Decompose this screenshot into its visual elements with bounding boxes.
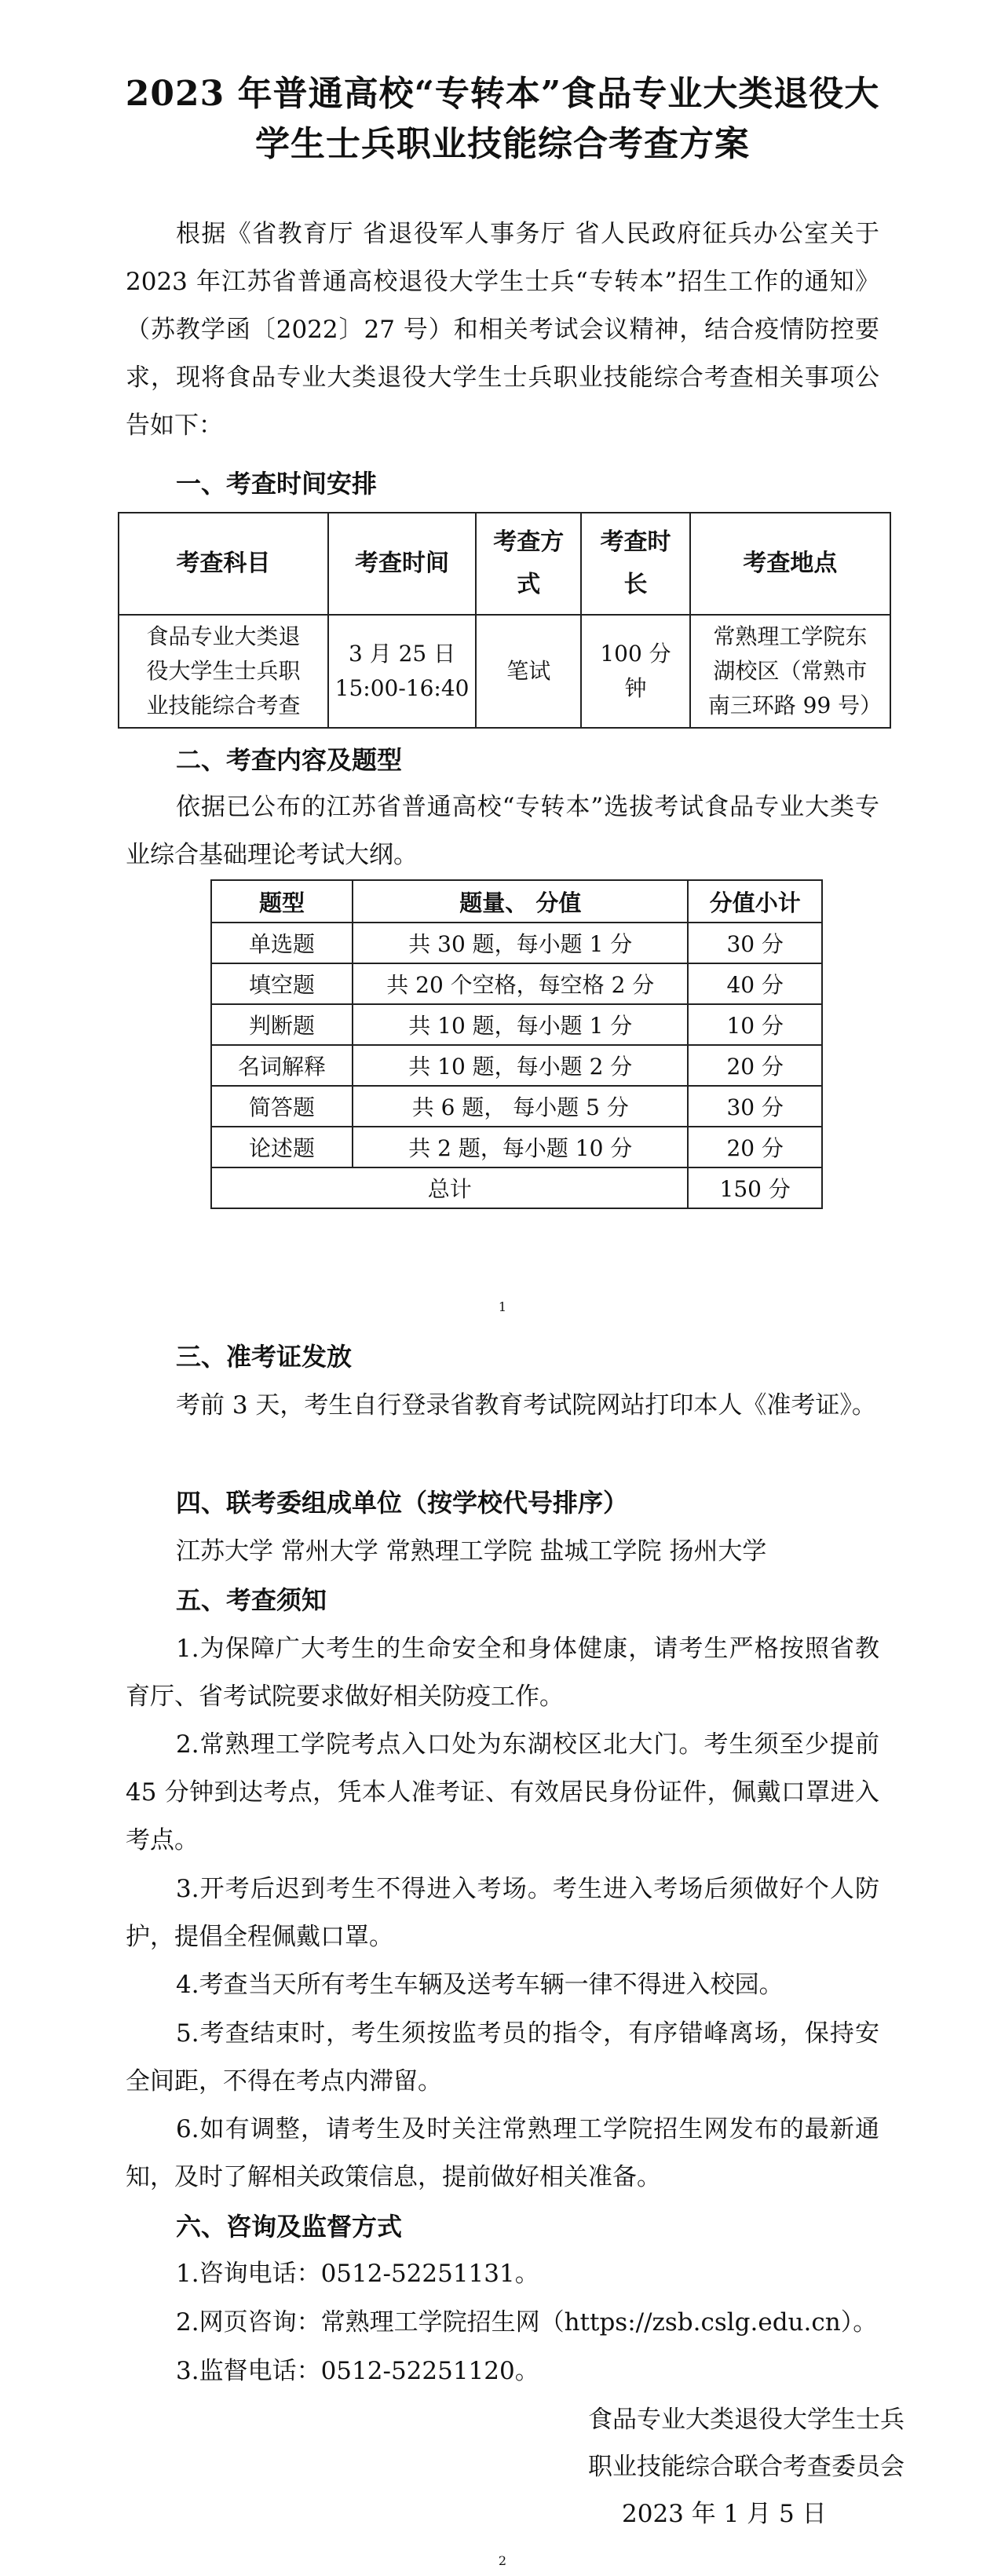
table-row: [211, 1045, 822, 1086]
signature-line-2: 职业技能综合联合考查委员会: [588, 2453, 904, 2481]
section1-heading: 一、考查时间安排: [176, 469, 378, 499]
document-title: [118, 69, 887, 170]
question-header-row: [211, 880, 822, 923]
notice-item-2: 2.常熟理工学院考点入口处为东湖校区北大门。考生须至少提前 45 分钟到达考点，凭本人准考证、有效居民身份证件，佩戴口罩进入考点。: [126, 1730, 879, 1854]
qcount: 共 30 题，每小题 1 分: [353, 923, 688, 963]
supervision-phone: 3.监督电话：0512-52251120。: [176, 2357, 539, 2385]
title-line-2: 学生士兵职业技能综合考查方案: [255, 124, 750, 164]
notice-item-1: 1.为保障广大考生的生命安全和身体健康，请考生严格按照省教育厅、省考试院要求做好相关防疫工作。: [126, 1635, 879, 1711]
qcount: 共 20 个空格，每空格 2 分: [353, 963, 688, 1004]
notice-item-4: 4.考查当天所有考生车辆及送考车辆一律不得进入校园。: [176, 1971, 784, 1999]
intro-paragraph: 根据《省教育厅 省退役军人事务厅 省人民政府征兵办公室关于 2023 年江苏省普通高校退役大学生士兵“专转本”招生工作的通知》（苏教学函〔2022〕27 号）和相关考试会议精神，结合疫情防控要求，现将食品专业大类退役大学生士兵职业技能综合考查相关事项公告如下：: [126, 220, 879, 440]
page-number-2: 2: [498, 2553, 507, 2568]
qheader-count: 题量、 分值: [353, 880, 688, 923]
total-value: 150 分: [688, 1167, 822, 1208]
qheader-type: 题型: [211, 880, 353, 923]
contact-website: 2.网页咨询：常熟理工学院招生网（https://zsb.cslg.edu.cn）。: [176, 2308, 878, 2337]
qtype: 名词解释: [211, 1045, 353, 1086]
cell-duration: 100 分钟: [581, 615, 689, 728]
section3-body: 考前 3 天，考生自行登录省教育考试院网站打印本人《准考证》。: [176, 1391, 876, 1420]
qcount: 共 10 题，每小题 1 分: [353, 1004, 688, 1045]
question-type-table: [210, 879, 823, 1209]
qsubtotal: 30 分: [688, 923, 822, 963]
section2-body: 依据已公布的江苏省普通高校“专转本”选拔考试食品专业大类专业综合基础理论考试大纲。: [126, 793, 879, 869]
total-row: [211, 1167, 822, 1208]
cell-subject: 食品专业大类退役大学生士兵职业技能综合考查: [119, 615, 328, 728]
table-row: [211, 1127, 822, 1167]
schedule-row: [119, 615, 890, 728]
signature-date: 2023 年 1 月 5 日: [622, 2500, 827, 2528]
section2-heading: 二、考查内容及题型: [176, 745, 403, 775]
cell-mode: 笔试: [476, 615, 581, 728]
section6-heading: 六、咨询及监督方式: [176, 2212, 403, 2242]
header-duration: 考查时长: [581, 513, 689, 615]
qtype: 填空题: [211, 963, 353, 1004]
cell-hours: 15:00-16:40: [334, 675, 470, 701]
qsubtotal: 30 分: [688, 1086, 822, 1127]
header-location: 考查地点: [690, 513, 890, 615]
schedule-header-row: [119, 513, 890, 615]
contact-phone: 1.咨询电话：0512-52251131。: [176, 2260, 539, 2288]
page-number-1: 1: [498, 1299, 507, 1314]
header-time: 考查时间: [328, 513, 476, 615]
cell-date: 3 月 25 日: [348, 641, 456, 667]
section4-body: 江苏大学 常州大学 常熟理工学院 盐城工学院 扬州大学: [176, 1537, 767, 1566]
title-line-1: 2023 年普通高校“专转本”食品专业大类退役大: [125, 74, 880, 114]
total-label: 总计: [211, 1167, 688, 1208]
notice-item-5: 5.考查结束时，考生须按监考员的指令，有序错峰离场，保持安全间距，不得在考点内滞留。: [126, 2019, 879, 2096]
header-mode: 考查方式: [476, 513, 581, 615]
notice-item-3: 3.开考后迟到考生不得进入考场。考生进入考场后须做好个人防护，提倡全程佩戴口罩。: [126, 1875, 879, 1951]
section3-heading: 三、准考证发放: [176, 1342, 353, 1372]
table-row: [211, 963, 822, 1004]
schedule-table: [118, 512, 891, 729]
qtype: 判断题: [211, 1004, 353, 1045]
qsubtotal: 20 分: [688, 1045, 822, 1086]
qcount: 共 10 题，每小题 2 分: [353, 1045, 688, 1086]
qheader-subtotal: 分值小计: [688, 880, 822, 923]
qsubtotal: 20 分: [688, 1127, 822, 1167]
notice-item-6: 6.如有调整，请考生及时关注常熟理工学院招生网发布的最新通知，及时了解相关政策信息，提前做好相关准备。: [126, 2115, 879, 2191]
section4-heading: 四、联考委组成单位（按学校代号排序）: [176, 1488, 629, 1518]
cell-time: [328, 615, 476, 728]
table-row: [211, 1004, 822, 1045]
table-row: [211, 923, 822, 963]
signature-line-1: 食品专业大类退役大学生士兵: [588, 2406, 904, 2434]
qtype: 简答题: [211, 1086, 353, 1127]
qsubtotal: 40 分: [688, 963, 822, 1004]
table-row: [211, 1086, 822, 1127]
header-subject: 考查科目: [119, 513, 328, 615]
qcount: 共 2 题，每小题 10 分: [353, 1127, 688, 1167]
section5-heading: 五、考查须知: [176, 1585, 327, 1615]
qcount: 共 6 题， 每小题 5 分: [353, 1086, 688, 1127]
qtype: 单选题: [211, 923, 353, 963]
qtype: 论述题: [211, 1127, 353, 1167]
qsubtotal: 10 分: [688, 1004, 822, 1045]
cell-location: 常熟理工学院东湖校区（常熟市南三环路 99 号）: [690, 615, 890, 728]
